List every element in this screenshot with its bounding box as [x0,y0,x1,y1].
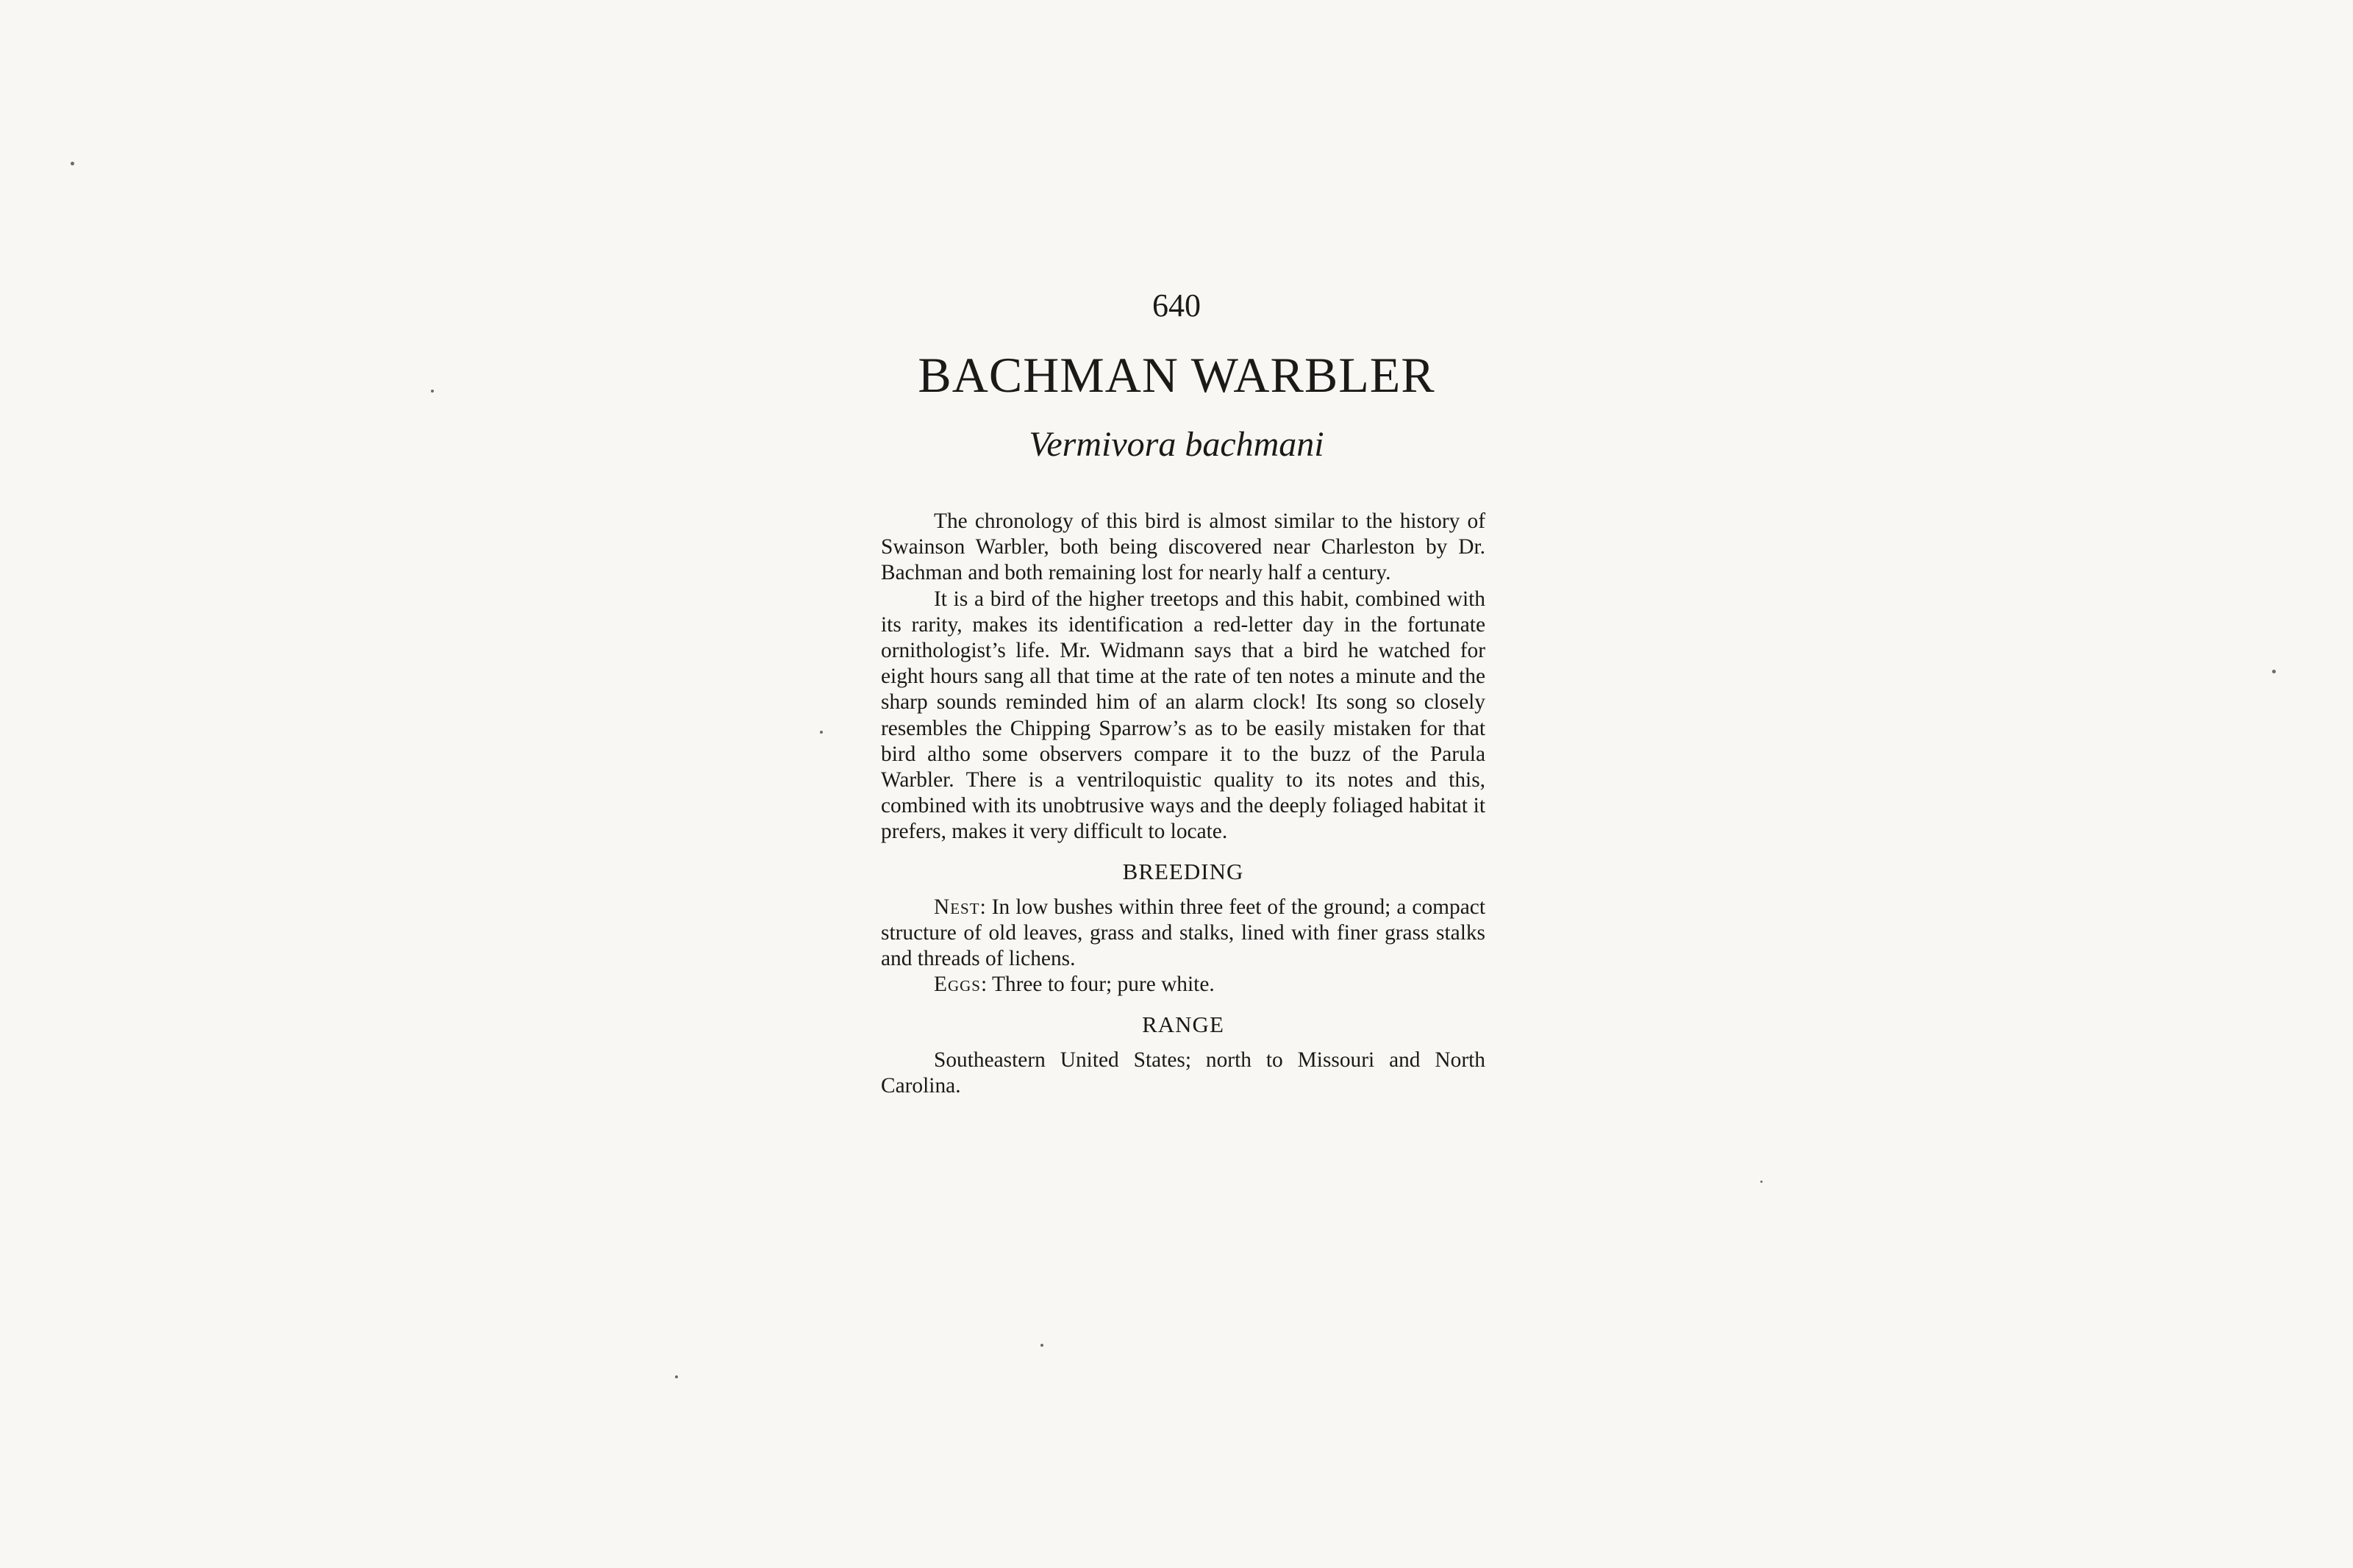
scientific-name: Vermivora bachmani [1029,425,1324,464]
page-speck [1040,1344,1043,1347]
page-speck [1760,1181,1763,1183]
page-speck [71,162,74,165]
page-speck [820,731,823,734]
eggs-paragraph: Eggs: Three to four; pure white. [934,973,1215,997]
intro-paragraph: The chronology of this bird is almost similar to the history of Swainson Warbler, both being discovered near Charleston by Dr. Bachman and both remaining lost for nearly half a century. [881,509,1485,585]
eggs-label: Eggs [934,973,981,997]
intro-paragraph: It is a bird of the higher treetops and this habit, combined with its rarity, makes its identification a red-letter day in the fortunate ornithologist’s life. Mr. Widmann says that a bird he watched for eight hours sang all that time at the rate of ten notes a minute and the sharp sounds reminded him of an alarm clock! Its song so closely resembles the Chipping Sparrow’s as to be easily mistaken for that bird altho some observers compare it to the buzz of the Parula Warbler. There is a ventriloquistic quality to its notes and this, combined with its unobtrusive ways and the deeply foliaged habitat it prefers, makes it very difficult to locate. [881,587,1485,844]
nest-paragraph: Nest: In low bushes within three feet of the ground; a compact structure of old leaves, grass and stalks, lined with finer grass stalks and threads of lichens. [881,895,1485,971]
nest-label: Nest [934,895,980,919]
breeding-heading: BREEDING [1122,858,1244,884]
nest-text: In low bushes within three feet of the ground; a compact structure of old leaves, grass and stalks, lined with finer grass stalks and threads of lichens. [881,895,1485,971]
eggs-text: Three to four; pure white. [991,973,1215,997]
page-speck [675,1375,678,1378]
page-speck [431,390,434,393]
range-paragraph: Southeastern United States; north to Missouri and North Carolina. [881,1048,1485,1098]
page-speck [2272,670,2276,673]
range-heading: RANGE [1142,1011,1224,1037]
page-title: BACHMAN WARBLER [918,347,1435,403]
article-body [881,509,1485,1099]
page-number: 640 [1152,287,1201,323]
